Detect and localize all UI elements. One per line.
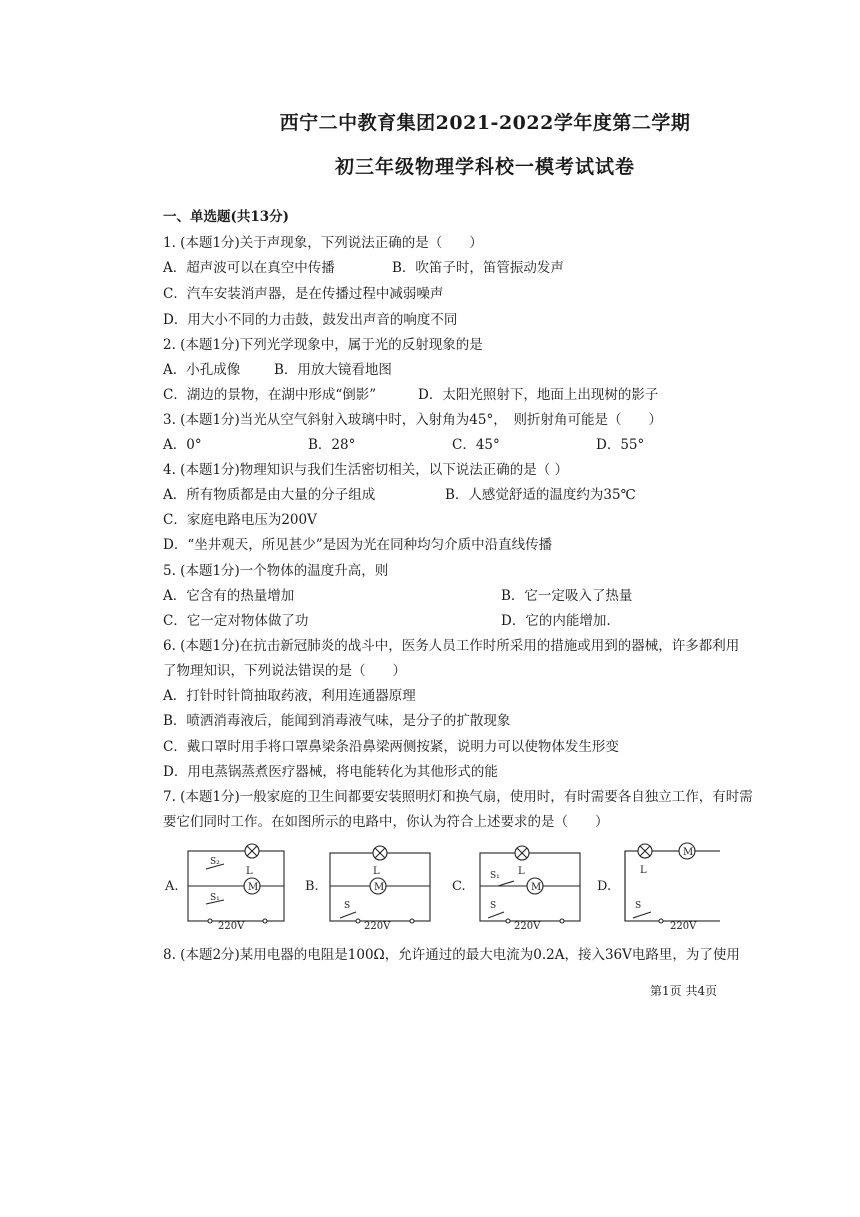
circuit-b: [305, 846, 430, 932]
q7-option-a-label: A.: [165, 879, 179, 894]
q3-stem: 3. (本题1分)当光从空气斜射入玻璃中时，入射角为45°， 则折射角可能是（ ）: [163, 412, 662, 428]
q7-b-voltage-label: 220V: [364, 921, 391, 932]
q6-option-d: D．用电蒸锅蒸煮医疗器械，将电能转化为其他形式的能: [163, 764, 498, 780]
q5-option-c: C．它一定对物体做了功: [163, 613, 309, 629]
q2-stem: 2. (本题1分)下列光学现象中，属于光的反射现象的是: [163, 337, 483, 353]
q7-c-switch-label: S: [490, 901, 497, 911]
page-number: 第1页 共4页: [650, 984, 718, 998]
q7-a-s2-label: S₂: [210, 857, 220, 867]
q7-c-s1-label: S₁: [490, 871, 500, 881]
q7-b-switch-label: S: [344, 901, 351, 911]
section-heading: 一、单选题(共13分): [163, 209, 290, 225]
circuit-d: [597, 843, 720, 932]
exam-title-line1: 西宁二中教育集团2021-2022学年度第二学期: [279, 112, 691, 134]
q7-a-s1-label: S₁: [210, 893, 220, 903]
q7-c-lamp-label: L: [518, 866, 525, 877]
q7-option-c-label: C.: [452, 879, 466, 894]
q4-option-d: D．“坐井观天，所见甚少”是因为光在同种均匀介质中沿直线传播: [163, 537, 553, 553]
q6-option-c: C．戴口罩时用手将口罩鼻梁条沿鼻梁两侧按紧，说明力可以使物体发生形变: [163, 739, 619, 755]
q3-option-c: C．45°: [452, 437, 500, 453]
q7-stem-line1: 7. (本题1分)一般家庭的卫生间都要安装照明灯和换气扇，使用时，有时需要各自独立工作，有时需: [163, 789, 753, 805]
exam-title-line2: 初三年级物理学科校一模考试试卷: [334, 156, 635, 178]
q1-option-b: B．吹笛子时，笛管振动发声: [392, 260, 564, 276]
q7-d-lamp-label: L: [640, 865, 647, 876]
q7-d-motor-label: M: [683, 847, 694, 858]
q4-option-a: A．所有物质都是由大量的分子组成: [163, 487, 376, 503]
q8-stem: 8. (本题2分)某用电器的电阻是100Ω，允许通过的最大电流为0.2A，接入36V电路里，为了使用: [163, 947, 740, 963]
q7-stem-line2: 要它们同时工作。在如图所示的电路中，你认为符合上述要求的是（ ）: [163, 814, 609, 830]
circuit-a: [164, 844, 284, 932]
q7-circuit-figures: [160, 838, 720, 933]
q7-option-b-label: B.: [305, 879, 319, 894]
q1-option-a: A．超声波可以在真空中传播: [163, 260, 335, 276]
q5-option-d: D．它的内能增加.: [501, 613, 611, 629]
q2-option-c: C．湖边的景物，在湖中形成“倒影”: [163, 387, 377, 403]
q7-a-motor-label: M: [248, 882, 259, 893]
circuit-c: [452, 846, 580, 932]
q4-stem: 4. (本题1分)物理知识与我们生活密切相关，以下说法正确的是（ ）: [163, 462, 569, 478]
q5-option-a: A．它含有的热量增加: [163, 588, 295, 604]
q7-c-voltage-label: 220V: [514, 921, 541, 932]
q7-b-motor-label: M: [374, 882, 385, 893]
q5-option-b: B．它一定吸入了热量: [501, 588, 633, 604]
q7-a-voltage-label: 220V: [218, 921, 245, 932]
q1-option-d: D．用大小不同的力击鼓，鼓发出声音的响度不同: [163, 312, 458, 328]
q1-stem: 1. (本题1分)关于声现象，下列说法正确的是（ ）: [163, 235, 483, 251]
q7-a-lamp-label: L: [246, 866, 253, 877]
q7-b-lamp-label: L: [373, 866, 380, 877]
q3-option-a: A．0°: [163, 437, 202, 453]
q2-option-d: D．太阳光照射下，地面上出现树的影子: [418, 387, 659, 403]
q7-option-d-label: D.: [597, 879, 612, 894]
q5-stem: 5. (本题1分)一个物体的温度升高，则: [163, 563, 389, 579]
q6-option-a: A．打针时针筒抽取药液，利用连通器原理: [163, 688, 416, 704]
q7-d-voltage-label: 220V: [670, 921, 697, 932]
q4-option-c: C．家庭电路电压为200V: [163, 512, 317, 528]
q3-option-d: D．55°: [596, 437, 645, 453]
q6-option-b: B．喷洒消毒液后，能闻到消毒液气味，是分子的扩散现象: [163, 713, 511, 729]
q1-option-c: C．汽车安装消声器，是在传播过程中减弱噪声: [163, 286, 444, 302]
q7-d-switch-label: S: [635, 901, 642, 911]
q4-option-b: B．人感觉舒适的温度约为35℃: [445, 487, 636, 503]
q7-c-motor-label: M: [531, 882, 542, 893]
q2-option-a: A．小孔成像: [163, 362, 241, 378]
q2-option-b: B．用放大镜看地图: [274, 362, 392, 378]
q6-stem-line1: 6. (本题1分)在抗击新冠肺炎的战斗中，医务人员工作时所采用的措施或用到的器械，许多都利用: [163, 638, 740, 654]
q3-option-b: B．28°: [308, 437, 356, 453]
q6-stem-line2: 了物理知识，下列说法错误的是（ ）: [163, 663, 406, 679]
